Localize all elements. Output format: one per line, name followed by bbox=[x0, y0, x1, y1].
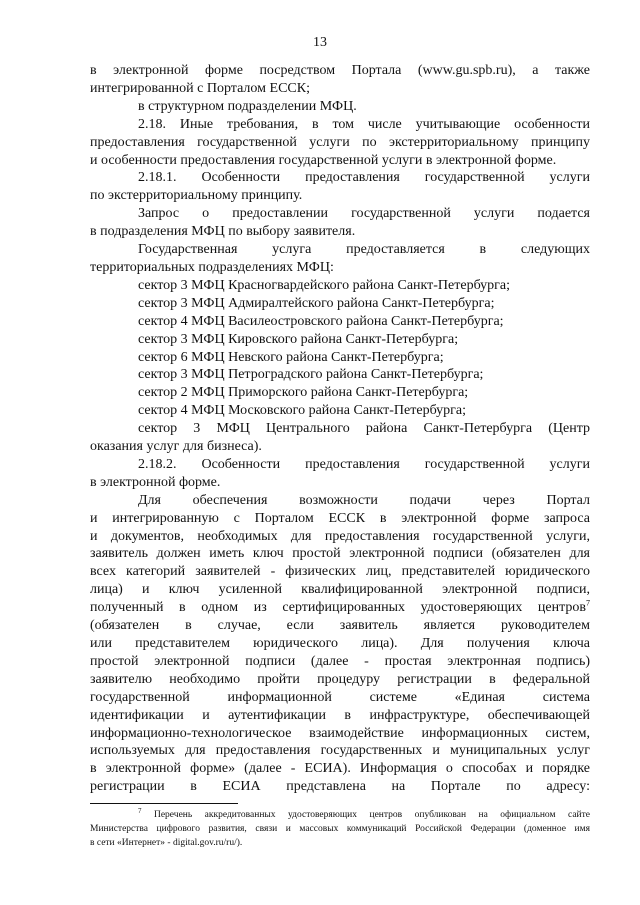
text-line: и интегрированную с Порталом ЕССК в электронной форме запроса bbox=[90, 510, 590, 526]
section-2-18-1-heading: 2.18.1. Особенности предоставления государственной услуги bbox=[138, 170, 590, 186]
footnote-line: в сети «Интернет» - digital.gov.ru/ru/). bbox=[90, 838, 243, 848]
section-2-18-2-heading: 2.18.2. Особенности предоставления государственной услуги bbox=[138, 456, 590, 472]
text-line: в подразделения МФЦ по выбору заявителя. bbox=[90, 224, 356, 240]
text-line: и особенности предоставления государственной услуги в электронной форме. bbox=[90, 152, 557, 168]
text-line: или представителем юридического лица). Для получения ключа bbox=[90, 636, 590, 651]
text-line: простой электронной подписи (далее - простая электронная подпись) bbox=[90, 653, 590, 669]
list-item: сектор 2 МФЦ Приморского района Санкт-Петербурга; bbox=[138, 385, 469, 401]
text-line: в электронной форме посредством Портала (www.gu.spb.ru), а также bbox=[90, 63, 590, 78]
text-line: оказания услуг для бизнеса). bbox=[90, 439, 262, 455]
footnote bbox=[90, 808, 590, 850]
text-line: интегрированной с Порталом ЕССК; bbox=[90, 80, 310, 96]
text-line: регистрации в ЕСИА представлена на Портале по адресу: bbox=[90, 779, 590, 795]
text-line: заявитель должен иметь ключ простой электронной подписи (обязателен для bbox=[90, 546, 590, 562]
text-line: Государственная услуга предоставляется в следующих bbox=[138, 242, 590, 258]
list-item: сектор 3 МФЦ Красногвардейского района Санкт-Петербурга; bbox=[138, 277, 511, 293]
document-body bbox=[90, 62, 590, 796]
list-item: сектор 6 МФЦ Невского района Санкт-Петербурга; bbox=[138, 349, 444, 365]
text-line: территориальных подразделениях МФЦ: bbox=[90, 259, 334, 275]
text-line: предоставления государственной услуги по экстерриториальному принципу bbox=[90, 134, 590, 150]
text-line: идентификации и аутентификации в инфраструктуре, обеспечивающей bbox=[90, 707, 590, 723]
footnote-line: Министерства цифрового развития, связи и массовых коммуникаций Российской Федерации (доменное имя bbox=[90, 824, 590, 834]
footnote-line-content: Перечень аккредитованных удостоверяющих центров опубликован на официальном сайте bbox=[153, 810, 590, 820]
page-number: 13 bbox=[313, 35, 327, 50]
text-line: информационно-технологическое взаимодействие информационных систем, bbox=[90, 725, 590, 741]
text-line-content: полученный в одном из сертифицированных удостоверяющих центров bbox=[90, 600, 586, 616]
list-item: сектор 3 МФЦ Центрального района Санкт-Петербурга (Центр bbox=[138, 421, 590, 437]
text-line: по экстерриториальному принципу. bbox=[90, 188, 303, 204]
text-line: всех категорий заявителей - физических лиц, представителей юридического bbox=[90, 564, 590, 580]
text-line: и документов, необходимых для предоставления государственной услуги, bbox=[90, 528, 590, 544]
text-line: Для обеспечения возможности подачи через Портал bbox=[138, 492, 590, 508]
list-item: сектор 4 МФЦ Василеостровского района Санкт-Петербурга; bbox=[138, 313, 504, 329]
text-line: (обязателен в случае, если заявитель является руководителем bbox=[90, 618, 590, 634]
text-line: заявителю необходимо пройти процедуру регистрации в федеральной bbox=[90, 671, 590, 687]
footnote-reference: 7 bbox=[586, 598, 590, 608]
list-item: сектор 3 МФЦ Адмиралтейского района Санкт-Петербурга; bbox=[138, 295, 495, 311]
text-line-with-footnote bbox=[90, 599, 590, 617]
list-item: сектор 3 МФЦ Петроградского района Санкт-Петербурга; bbox=[138, 367, 484, 383]
text-line: лица) и ключ усиленной квалифицированной электронной подписи, bbox=[90, 582, 590, 598]
text-line: государственной информационной системе «Единая система bbox=[90, 689, 590, 705]
text-line: Запрос о предоставлении государственной услуги подается bbox=[138, 206, 590, 222]
footnote-line bbox=[90, 808, 590, 822]
text-line: в структурном подразделении МФЦ. bbox=[138, 98, 357, 114]
footnote-marker: 7 bbox=[138, 806, 142, 815]
section-2-18-heading: 2.18. Иные требования, в том числе учитывающие особенности bbox=[138, 116, 590, 132]
text-line: в электронной форме. bbox=[90, 474, 221, 490]
list-item: сектор 3 МФЦ Кировского района Санкт-Петербурга; bbox=[138, 331, 459, 347]
text-line: используемых для предоставления государственных и муниципальных услуг bbox=[90, 743, 590, 759]
text-line: в электронной форме» (далее - ЕСИА). Информация о способах и порядке bbox=[90, 761, 590, 777]
footnote-separator bbox=[90, 803, 238, 804]
list-item: сектор 4 МФЦ Московского района Санкт-Петербурга; bbox=[138, 403, 467, 419]
